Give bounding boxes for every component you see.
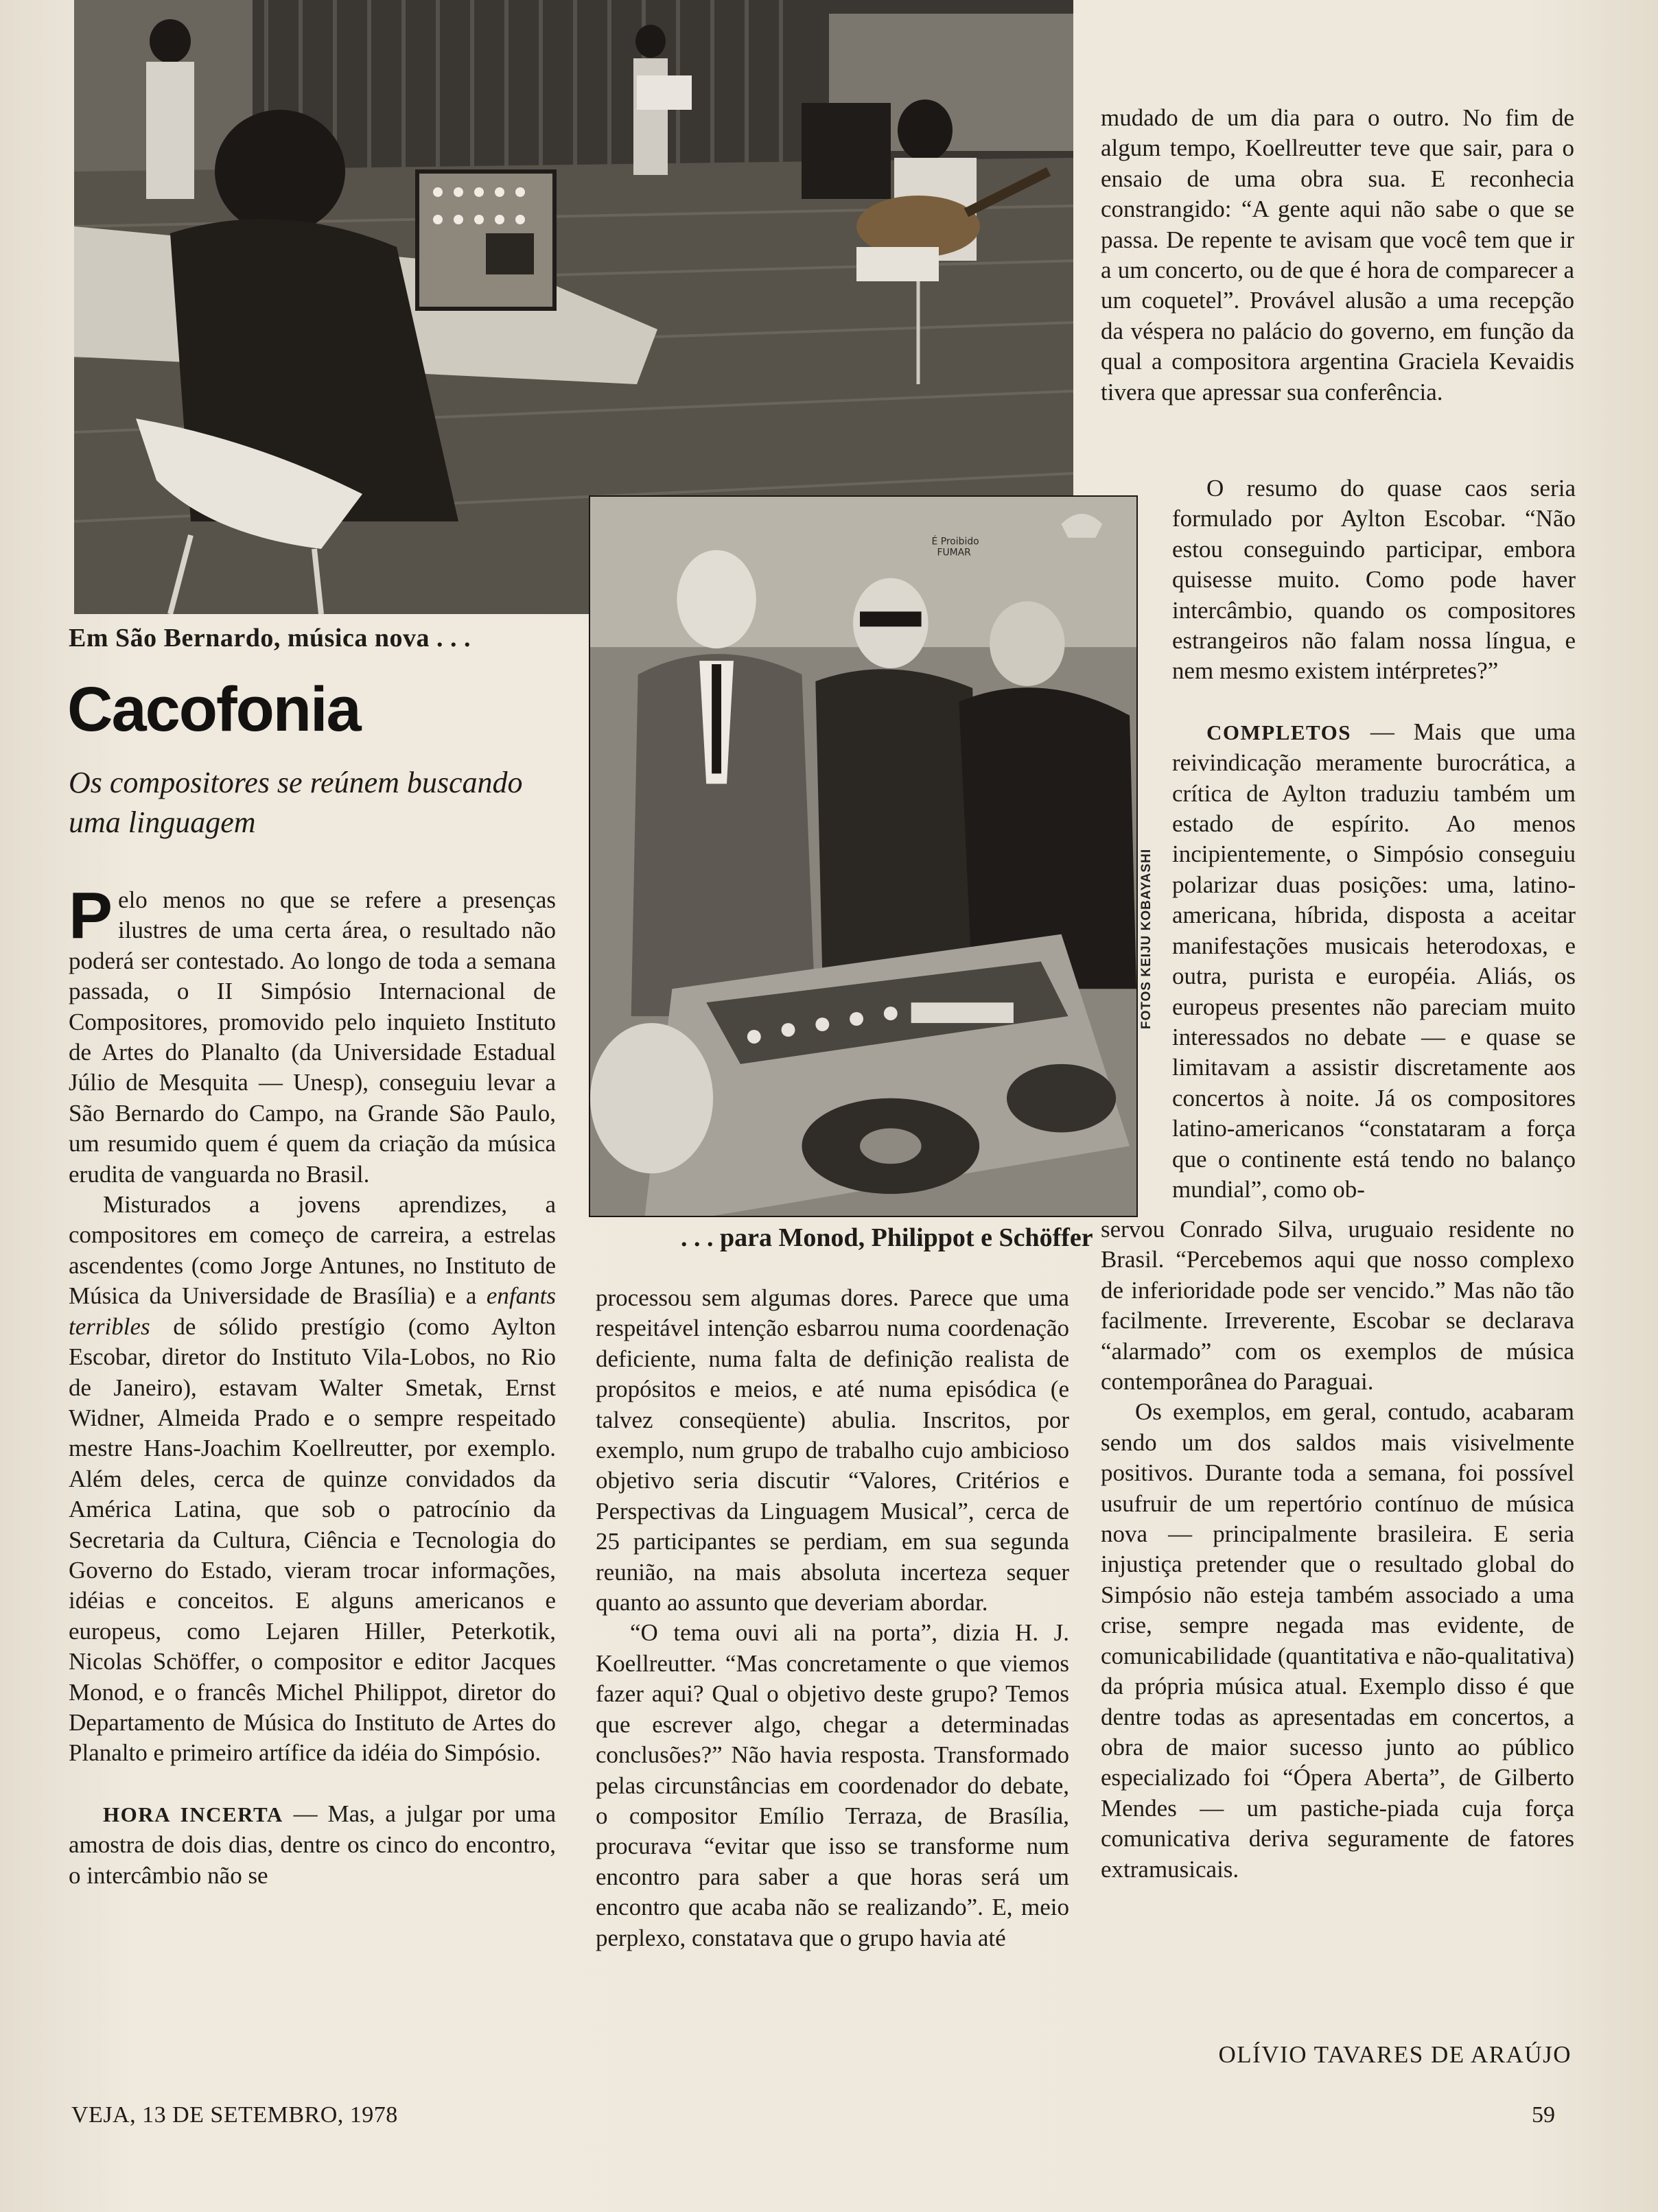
- article-paragraph-8: Os exemplos, em geral, contudo, acabaram sendo um dos saldos mais visivelmente positivos. Durante toda a semana, foi possível usufruir de um repertório contínuo de música nova — principalmente brasileira. E seria injustiça pretender que o resultado global do Simpósio não esteja também associado a uma crise, sempre negada mas evidente, de comunicabilidade (quantitativa e não-qualitativa) da própria música atual. Exemplo disso é que dentre todas as apresentadas em concertos, a obra de maior sucesso junto ao público especializado foi “Ópera Aberta”, de Gilberto Mendes — um pastiche-piada cuja força comunicativa deriva seguramente de fatores extramusicais.: [1101, 1398, 1574, 1883]
- article-paragraph-3: [69, 1799, 556, 1891]
- article-column-1: [69, 879, 556, 1891]
- paragraph-3-part-2: processou sem algumas dores. Parece que uma respeitável intenção esbarrou numa coordenação deficiente, numa falta de definição realista de propósitos e meios, e até numa episódica (e talvez conseqüente) abulia. Inscritos, por exemplo, num grupo de trabalho cujo ambicioso objetivo seria discutir “Valores, Critérios e Perspectivas da Linguagem Musical”, cerca de 25 participantes se perdiam, em sua segunda reunião, na mais absoluta incerteza sequer quanto ao assunto que deveriam abordar.: [596, 1284, 1069, 1616]
- subhead-completos: COMPLETOS: [1206, 720, 1352, 744]
- article-column-3-bottom: [1101, 1214, 1574, 1885]
- italic-phrase: enfants terribles: [69, 1282, 556, 1340]
- article-column-2: [596, 1283, 1069, 1953]
- photo-credit: FOTOS KEIJU KOBAYASHI: [1139, 848, 1154, 1029]
- page-number: 59: [1532, 2102, 1555, 2128]
- article-paragraph-7-start: COMPLETOS — Mais que uma reivindicação meramente burocrática, a crítica de Aylton traduziu também um estado de espírito. Ao menos incipientemente, o Simpósio conseguiu polarizar duas posições: uma, latino-americana, híbrida, disposta a aceitar manifestações musicais heterodoxas, e outra, purista e européia. Aliás, os europeus presentes não pareciam muito interessados no debate — e quase se limitavam a assistir discretamente aos concertos à noite. Já os compositores latino-americanos “constataram a força que o continente está tendo no balanço mundial”, como ob-: [1172, 718, 1576, 1203]
- caption-top-photo: Em São Bernardo, música nova . . .: [69, 624, 471, 652]
- article-paragraph-1: Pelo menos no que se refere a presenças ilustres de uma certa área, o resultado não poderá ser contestado. Ao longo de toda a semana passada, o II Simpósio Internacional de Compositores, promovido pelo inquieto Instituto de Artes do Planalto (da Universidade Estadual Júlio de Mesquita — Unesp), conseguiu levar a São Bernardo do Campo, na Grande São Paulo, um resumido quem é quem da criação da música erudita de vanguarda no Brasil.: [69, 879, 556, 1188]
- byline: OLÍVIO TAVARES DE ARAÚJO: [1218, 2041, 1572, 2068]
- photo-sign-text-2: FUMAR: [937, 547, 971, 558]
- subtitle: Os compositores se reúnem buscando uma linguagem: [69, 766, 523, 839]
- article-paragraph-5: mudado de um dia para o outro. No fim de algum tempo, Koellreutter teve que sair, para o ensaio de uma obra sua. E reconhecia constrangido: “A gente aqui não sabe o que se passa. De repente te avisam que você tem que ir a um concerto, ou de que é hora de comparecer a um coquetel”. Provável alusão a uma recepção da véspera no palácio do governo, em função da qual a compositora argentina Graciela Kevaidis tivera que apressar sua conferência.: [1101, 104, 1574, 405]
- subhead-hora-incerta: HORA INCERTA: [103, 1802, 283, 1826]
- article-paragraph-2: Misturados a jovens aprendizes, a compositores em começo de carreira, a estrelas ascendentes (como Jorge Antunes, no Instituto de Música da Universidade de Brasília) e a enfants terribles de sólido prestígio (como Aylton Escobar, diretor do Instituto Vila-Lobos, no Rio de Janeiro), estavam Walter Smetak, Ernst Widner, Almeida Prado e o sempre respeitado mestre Hans-Joachim Koellreutter, por exemplo. Além deles, cerca de quinze convidados da América Latina, que sob o patrocínio da Secretaria da Cultura, Ciência e Tecnologia do Governo do Estado, vieram trocar informações, idéias e conceitos. E alguns americanos e europeus, como Lejaren Hiller, Peterkotik, Nicolas Schöffer, o compositor e editor Jacques Monod, e o francês Michel Philippot, diretor do Departamento de Música do Instituto de Artes do Planalto e primeiro artífice da idéia do Simpósio.: [69, 1191, 556, 1767]
- footer-publication-date: VEJA, 13 DE SETEMBRO, 1978: [71, 2102, 398, 2128]
- paragraph-3-part-1: — Mas, a julgar por uma amostra de dois dias, dentre os cinco do encontro, o intercâmbio não se: [69, 1800, 556, 1889]
- photo-composers-tape-machine: [589, 495, 1138, 1217]
- article-paragraph-6: O resumo do quase caos seria formulado por Aylton Escobar. “Não estou conseguindo participar, embora quisesse muito. Como pode haver intercâmbio, quando os compositores estrangeiros não falam nossa língua, e nem mesmo existem intérpretes?”: [1172, 475, 1576, 685]
- article-paragraph-7-end: servou Conrado Silva, uruguaio residente no Brasil. “Percebemos aqui que nosso complexo de inferioridade pode ser vencido.” Mas não tão facilmente. Irreverente, Escobar se declarava “alarmado” com os exemplos de música contemporânea do Paraguai.: [1101, 1216, 1574, 1396]
- article-paragraph-4: “O tema ouvi ali na porta”, dizia H. J. Koellreutter. “Mas concretamente o que viemos fazer aqui? Qual o objetivo deste grupo? Temos que escrever algo, chegar a determinadas conclusões?” Não havia resposta. Transformado pelas circunstâncias em coordenador do debate, o compositor Emílio Terraza, de Brasília, procurava “evitar que isso se transforme num encontro para saber a que horas será um encontro que acaba não se realizando”. E, meio perplexo, constatava que o grupo havia até: [596, 1619, 1069, 1951]
- caption-middle-photo: . . . para Monod, Philippot e Schöffer: [681, 1223, 1093, 1252]
- article-column-3-inset: [1172, 473, 1576, 1205]
- drop-cap: P: [69, 879, 113, 952]
- article-column-3-top: [1101, 103, 1574, 408]
- headline: Cacofonia: [67, 674, 360, 744]
- photo-sign-text: É Proibido: [931, 536, 979, 548]
